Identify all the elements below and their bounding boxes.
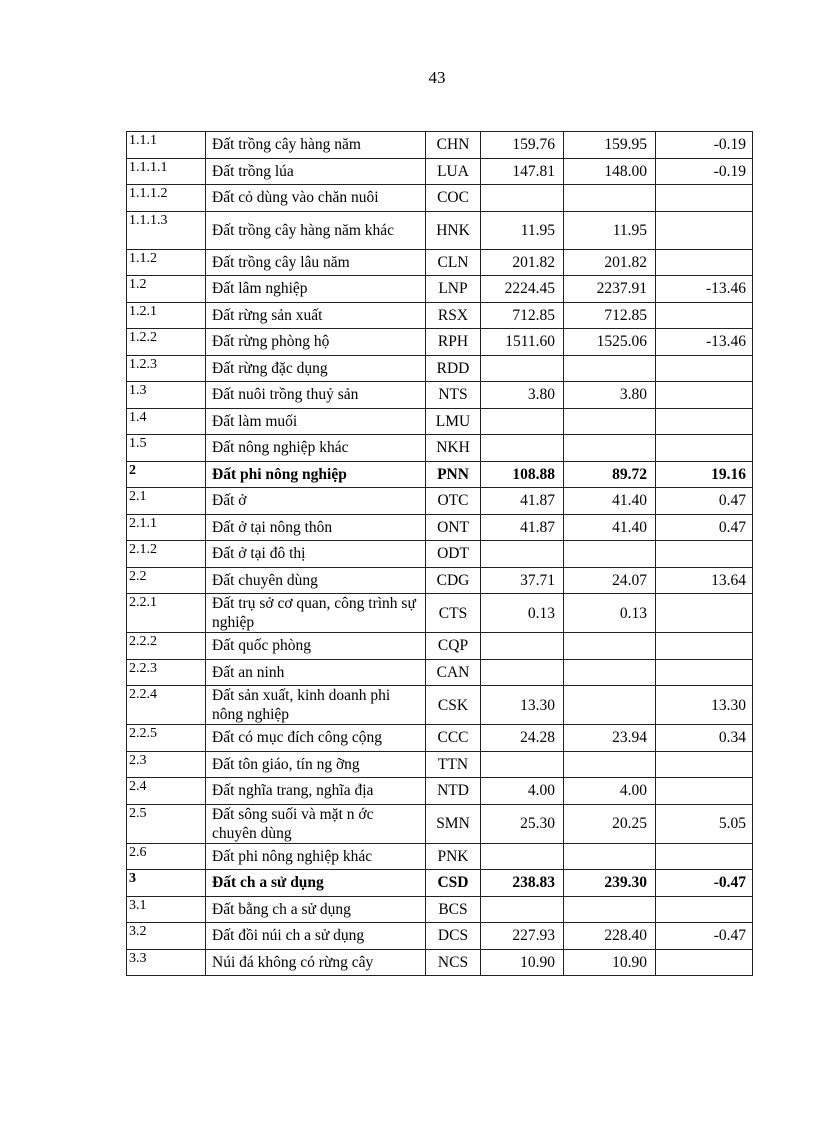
land-type-name: Đất trụ sở cơ quan, công trình sự nghiệp: [206, 594, 426, 633]
area-value-2: [564, 843, 656, 870]
land-symbol: RDD: [426, 355, 481, 382]
row-code: 2.2.1: [127, 594, 206, 633]
land-symbol: NCS: [426, 949, 481, 976]
area-difference: -13.46: [656, 329, 753, 356]
land-symbol: SMN: [426, 804, 481, 843]
area-value-2: 11.95: [564, 211, 656, 249]
area-value-2: 201.82: [564, 249, 656, 276]
table-row: [127, 185, 753, 212]
land-symbol: RPH: [426, 329, 481, 356]
row-code: 2.2.3: [127, 659, 206, 686]
row-code: 1.1.1.3: [127, 211, 206, 249]
area-value-1: 238.83: [481, 870, 564, 897]
land-symbol: COC: [426, 185, 481, 212]
area-value-2: 1525.06: [564, 329, 656, 356]
row-code: 1.1.1.2: [127, 185, 206, 212]
land-symbol: ODT: [426, 541, 481, 568]
row-code: 1.2.2: [127, 329, 206, 356]
land-type-name: Đất rừng sản xuất: [206, 302, 426, 329]
area-value-1: 11.95: [481, 211, 564, 249]
area-value-2: 228.40: [564, 923, 656, 950]
land-type-name: Đất sông suối và mặt n ớc chuyên dùng: [206, 804, 426, 843]
land-type-name: Đất ở tại đô thị: [206, 541, 426, 568]
land-symbol: ONT: [426, 514, 481, 541]
row-code: 1.2: [127, 276, 206, 303]
row-code: 1.1.1.1: [127, 158, 206, 185]
area-value-1: [481, 185, 564, 212]
row-code: 1.3: [127, 382, 206, 409]
area-value-1: 159.76: [481, 132, 564, 159]
area-value-2: [564, 896, 656, 923]
area-value-1: 41.87: [481, 514, 564, 541]
land-type-name: Đất trồng cây lâu năm: [206, 249, 426, 276]
area-value-2: 10.90: [564, 949, 656, 976]
row-code: 2.2.5: [127, 725, 206, 752]
area-difference: 19.16: [656, 461, 753, 488]
table-row: [127, 514, 753, 541]
land-symbol: CDG: [426, 567, 481, 594]
area-difference: 5.05: [656, 804, 753, 843]
table-row: [127, 302, 753, 329]
land-type-name: Đất chuyên dùng: [206, 567, 426, 594]
area-difference: 13.64: [656, 567, 753, 594]
land-type-name: Đất làm muối: [206, 408, 426, 435]
table-row: [127, 211, 753, 249]
land-type-name: Đất lâm nghiệp: [206, 276, 426, 303]
area-difference: [656, 355, 753, 382]
area-value-1: [481, 751, 564, 778]
land-type-name: Đất ch a sử dụng: [206, 870, 426, 897]
land-type-name: Đất an ninh: [206, 659, 426, 686]
land-type-name: Núi đá không có rừng cây: [206, 949, 426, 976]
area-difference: [656, 843, 753, 870]
land-symbol: NTD: [426, 778, 481, 805]
area-difference: [656, 633, 753, 660]
area-difference: [656, 594, 753, 633]
table-row: [127, 276, 753, 303]
area-value-2: [564, 659, 656, 686]
land-type-name: Đất nông nghiệp khác: [206, 435, 426, 462]
land-type-name: Đất ở tại nông thôn: [206, 514, 426, 541]
table-row: [127, 488, 753, 515]
row-code: 2.3: [127, 751, 206, 778]
table-row: [127, 949, 753, 976]
area-value-1: 41.87: [481, 488, 564, 515]
area-value-1: [481, 355, 564, 382]
area-value-2: 24.07: [564, 567, 656, 594]
area-value-1: 2224.45: [481, 276, 564, 303]
table-row: [127, 567, 753, 594]
area-value-1: [481, 408, 564, 435]
area-difference: -0.47: [656, 923, 753, 950]
land-symbol: CCC: [426, 725, 481, 752]
land-symbol: PNK: [426, 843, 481, 870]
area-difference: [656, 249, 753, 276]
land-type-name: Đất có mục đích công cộng: [206, 725, 426, 752]
area-difference: [656, 185, 753, 212]
area-value-2: [564, 355, 656, 382]
row-code: 2.5: [127, 804, 206, 843]
table-row: [127, 382, 753, 409]
area-value-1: 4.00: [481, 778, 564, 805]
table-row: [127, 541, 753, 568]
area-difference: [656, 408, 753, 435]
area-value-2: 3.80: [564, 382, 656, 409]
land-symbol: RSX: [426, 302, 481, 329]
land-type-name: Đất tôn giáo, tín ng ỡng: [206, 751, 426, 778]
land-symbol: LUA: [426, 158, 481, 185]
area-difference: [656, 302, 753, 329]
land-symbol: CAN: [426, 659, 481, 686]
land-type-name: Đất đồi núi ch a sử dụng: [206, 923, 426, 950]
table-row: [127, 132, 753, 159]
area-difference: [656, 751, 753, 778]
land-type-name: Đất nuôi trồng thuỷ sản: [206, 382, 426, 409]
table-row: [127, 923, 753, 950]
area-value-2: [564, 686, 656, 725]
row-code: 3.3: [127, 949, 206, 976]
land-type-name: Đất bằng ch a sử dụng: [206, 896, 426, 923]
row-code: 2.2.4: [127, 686, 206, 725]
land-type-name: Đất rừng đặc dụng: [206, 355, 426, 382]
table-row: [127, 870, 753, 897]
land-symbol: DCS: [426, 923, 481, 950]
area-value-1: 201.82: [481, 249, 564, 276]
area-value-1: 3.80: [481, 382, 564, 409]
area-value-1: 13.30: [481, 686, 564, 725]
area-value-2: 0.13: [564, 594, 656, 633]
area-difference: -13.46: [656, 276, 753, 303]
land-type-name: Đất trồng lúa: [206, 158, 426, 185]
area-value-2: 4.00: [564, 778, 656, 805]
land-symbol: LMU: [426, 408, 481, 435]
land-symbol: CHN: [426, 132, 481, 159]
area-value-2: 41.40: [564, 514, 656, 541]
area-value-1: 108.88: [481, 461, 564, 488]
area-difference: [656, 211, 753, 249]
land-type-name: Đất phi nông nghiệp khác: [206, 843, 426, 870]
area-value-2: 148.00: [564, 158, 656, 185]
land-symbol: LNP: [426, 276, 481, 303]
row-code: 1.5: [127, 435, 206, 462]
area-difference: 0.34: [656, 725, 753, 752]
row-code: 1.2.1: [127, 302, 206, 329]
page-number: 43: [428, 68, 446, 87]
area-value-2: 23.94: [564, 725, 656, 752]
area-value-1: [481, 896, 564, 923]
table-row: [127, 778, 753, 805]
area-difference: [656, 778, 753, 805]
land-symbol: OTC: [426, 488, 481, 515]
area-difference: 0.47: [656, 514, 753, 541]
area-value-2: 239.30: [564, 870, 656, 897]
row-code: 3.2: [127, 923, 206, 950]
row-code: 2.1.1: [127, 514, 206, 541]
area-value-1: [481, 633, 564, 660]
row-code: 2: [127, 461, 206, 488]
area-value-2: 89.72: [564, 461, 656, 488]
row-code: 2.1: [127, 488, 206, 515]
area-value-1: [481, 541, 564, 568]
area-value-1: 712.85: [481, 302, 564, 329]
land-type-name: Đất sản xuất, kinh doanh phi nông nghiệp: [206, 686, 426, 725]
area-difference: [656, 659, 753, 686]
row-code: 1.4: [127, 408, 206, 435]
land-symbol: CSD: [426, 870, 481, 897]
land-symbol: TTN: [426, 751, 481, 778]
land-type-name: Đất phi nông nghiệp: [206, 461, 426, 488]
land-symbol: NTS: [426, 382, 481, 409]
land-type-name: Đất quốc phòng: [206, 633, 426, 660]
land-type-name: Đất trồng cây hàng năm: [206, 132, 426, 159]
land-type-name: Đất cỏ dùng vào chăn nuôi: [206, 185, 426, 212]
land-use-table: [126, 131, 753, 976]
area-value-1: 24.28: [481, 725, 564, 752]
area-value-1: [481, 435, 564, 462]
table-row: [127, 435, 753, 462]
area-value-2: 20.25: [564, 804, 656, 843]
table-row: [127, 461, 753, 488]
land-symbol: BCS: [426, 896, 481, 923]
area-value-1: 227.93: [481, 923, 564, 950]
area-value-2: [564, 633, 656, 660]
row-code: 3.1: [127, 896, 206, 923]
row-code: 2.1.2: [127, 541, 206, 568]
area-difference: 13.30: [656, 686, 753, 725]
land-symbol: CTS: [426, 594, 481, 633]
land-symbol: PNN: [426, 461, 481, 488]
row-code: 2.2: [127, 567, 206, 594]
area-value-2: 159.95: [564, 132, 656, 159]
area-value-1: [481, 659, 564, 686]
area-value-1: 1511.60: [481, 329, 564, 356]
table-row: [127, 804, 753, 843]
land-symbol: CLN: [426, 249, 481, 276]
area-difference: [656, 382, 753, 409]
area-value-1: 0.13: [481, 594, 564, 633]
area-value-1: 147.81: [481, 158, 564, 185]
area-value-2: [564, 541, 656, 568]
land-symbol: CQP: [426, 633, 481, 660]
row-code: 2.6: [127, 843, 206, 870]
area-value-2: [564, 185, 656, 212]
table-row: [127, 594, 753, 633]
land-type-name: Đất ở: [206, 488, 426, 515]
area-value-1: 37.71: [481, 567, 564, 594]
table-row: [127, 249, 753, 276]
area-value-1: 10.90: [481, 949, 564, 976]
table-row: [127, 751, 753, 778]
row-code: 1.1.1: [127, 132, 206, 159]
area-difference: [656, 949, 753, 976]
area-difference: [656, 896, 753, 923]
area-difference: -0.47: [656, 870, 753, 897]
table-row: [127, 686, 753, 725]
row-code: 2.2.2: [127, 633, 206, 660]
area-difference: -0.19: [656, 132, 753, 159]
table-row: [127, 725, 753, 752]
table-row: [127, 896, 753, 923]
row-code: 1.2.3: [127, 355, 206, 382]
land-type-name: Đất rừng phòng hộ: [206, 329, 426, 356]
area-value-2: 41.40: [564, 488, 656, 515]
area-value-2: 712.85: [564, 302, 656, 329]
area-value-2: [564, 751, 656, 778]
area-difference: [656, 541, 753, 568]
land-type-name: Đất nghĩa trang, nghĩa địa: [206, 778, 426, 805]
table-row: [127, 843, 753, 870]
area-difference: -0.19: [656, 158, 753, 185]
table-row: [127, 355, 753, 382]
row-code: 2.4: [127, 778, 206, 805]
area-difference: 0.47: [656, 488, 753, 515]
area-value-2: [564, 435, 656, 462]
area-value-2: [564, 408, 656, 435]
table-row: [127, 158, 753, 185]
area-value-1: [481, 843, 564, 870]
land-symbol: CSK: [426, 686, 481, 725]
row-code: 1.1.2: [127, 249, 206, 276]
table-row: [127, 329, 753, 356]
table-row: [127, 408, 753, 435]
row-code: 3: [127, 870, 206, 897]
land-type-name: Đất trồng cây hàng năm khác: [206, 211, 426, 249]
table-row: [127, 633, 753, 660]
area-difference: [656, 435, 753, 462]
area-value-2: 2237.91: [564, 276, 656, 303]
area-value-1: 25.30: [481, 804, 564, 843]
land-symbol: HNK: [426, 211, 481, 249]
table-row: [127, 659, 753, 686]
land-symbol: NKH: [426, 435, 481, 462]
